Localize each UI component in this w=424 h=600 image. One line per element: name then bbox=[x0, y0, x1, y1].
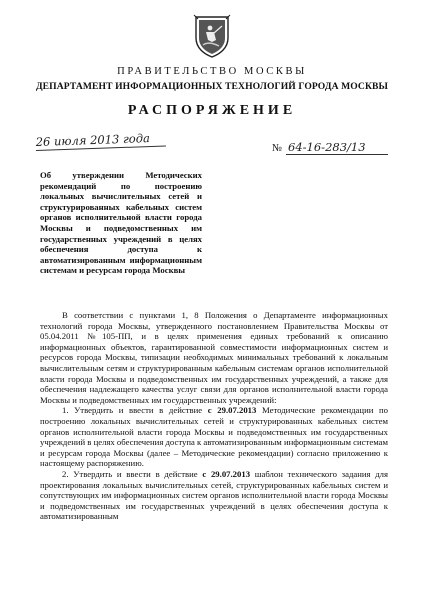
handwritten-date: 26 июля 2013 года bbox=[35, 130, 165, 151]
moscow-coat-of-arms-icon bbox=[193, 14, 231, 58]
handwritten-number: 64-16-283/13 bbox=[286, 140, 388, 155]
government-title: ПРАВИТЕЛЬСТВО МОСКВЫ bbox=[117, 66, 307, 77]
item-2-date: с 29.07.2013 bbox=[202, 468, 251, 479]
item-1-date: с 29.07.2013 bbox=[207, 405, 257, 416]
document-number bbox=[272, 138, 388, 156]
document-subject: Об утверждении Методических рекомендаций по построению локальных вычислительных сетей и структурированных кабельных систем органов исполнительной власти города Москвы и подведомственных им государственных учреждений в целях обеспечения доступа к автоматизированным информационным системам и ресурсам города Москвы bbox=[40, 170, 202, 276]
document-body bbox=[40, 310, 388, 522]
department-title: ДЕПАРТАМЕНТ ИНФОРМАЦИОННЫХ ТЕХНОЛОГИЙ ГОРОДА МОСКВЫ bbox=[35, 81, 389, 92]
paragraph-item-1 bbox=[40, 405, 388, 469]
paragraph-item-2 bbox=[40, 469, 388, 522]
paragraph-preamble: В соответствии с пунктами 1, 8 Положения о Департаменте информационных технологий города Москвы, утвержденного постановлением Правительства Москвы от 05.04.2011 №105-ПП, и в целях применения единых требований к описанию информационных объектов, гарантированной совместимости информационных систем и ресурсов города Москвы, типизации необходимых минимальных требований к локальным вычислительным сетям и структурированным кабельным системам органов исполнительной власти города Москвы и подведомственных им государственных учреждений, а также для обеспечения надлежащего качества услуг связи для органов исполнительной власти города Москвы и подведомственных им государственных учреждений: bbox=[40, 310, 388, 405]
item-2-lead: 2. Утвердить и ввести в действие bbox=[62, 468, 203, 479]
item-2-text: шаблон технического задания для проектирования локальных вычислительных сетей, структурированных кабельных систем и сопутствующих им информационных систем органов исполнительной власти города Москвы и подведомственных им государственных учреждений в целях обеспечения доступа к автоматизированным bbox=[40, 468, 389, 522]
number-sign: № bbox=[272, 143, 283, 154]
item-1-lead: 1. Утвердить и ввести в действие bbox=[62, 405, 208, 416]
document-type-heading: РАСПОРЯЖЕНИЕ bbox=[127, 103, 297, 118]
item-1-text: Методические рекомендации по построению локальных вычислительных сетей и структурированных кабельных систем органов исполнительной власти города Москвы и подведомственных им государственных учреждений в целях обеспечения доступа к автоматизированным информационным системам и ресурсам города Москвы (далее – Методические рекомендации) согласно приложению к настоящему распоряжению. bbox=[40, 405, 389, 469]
